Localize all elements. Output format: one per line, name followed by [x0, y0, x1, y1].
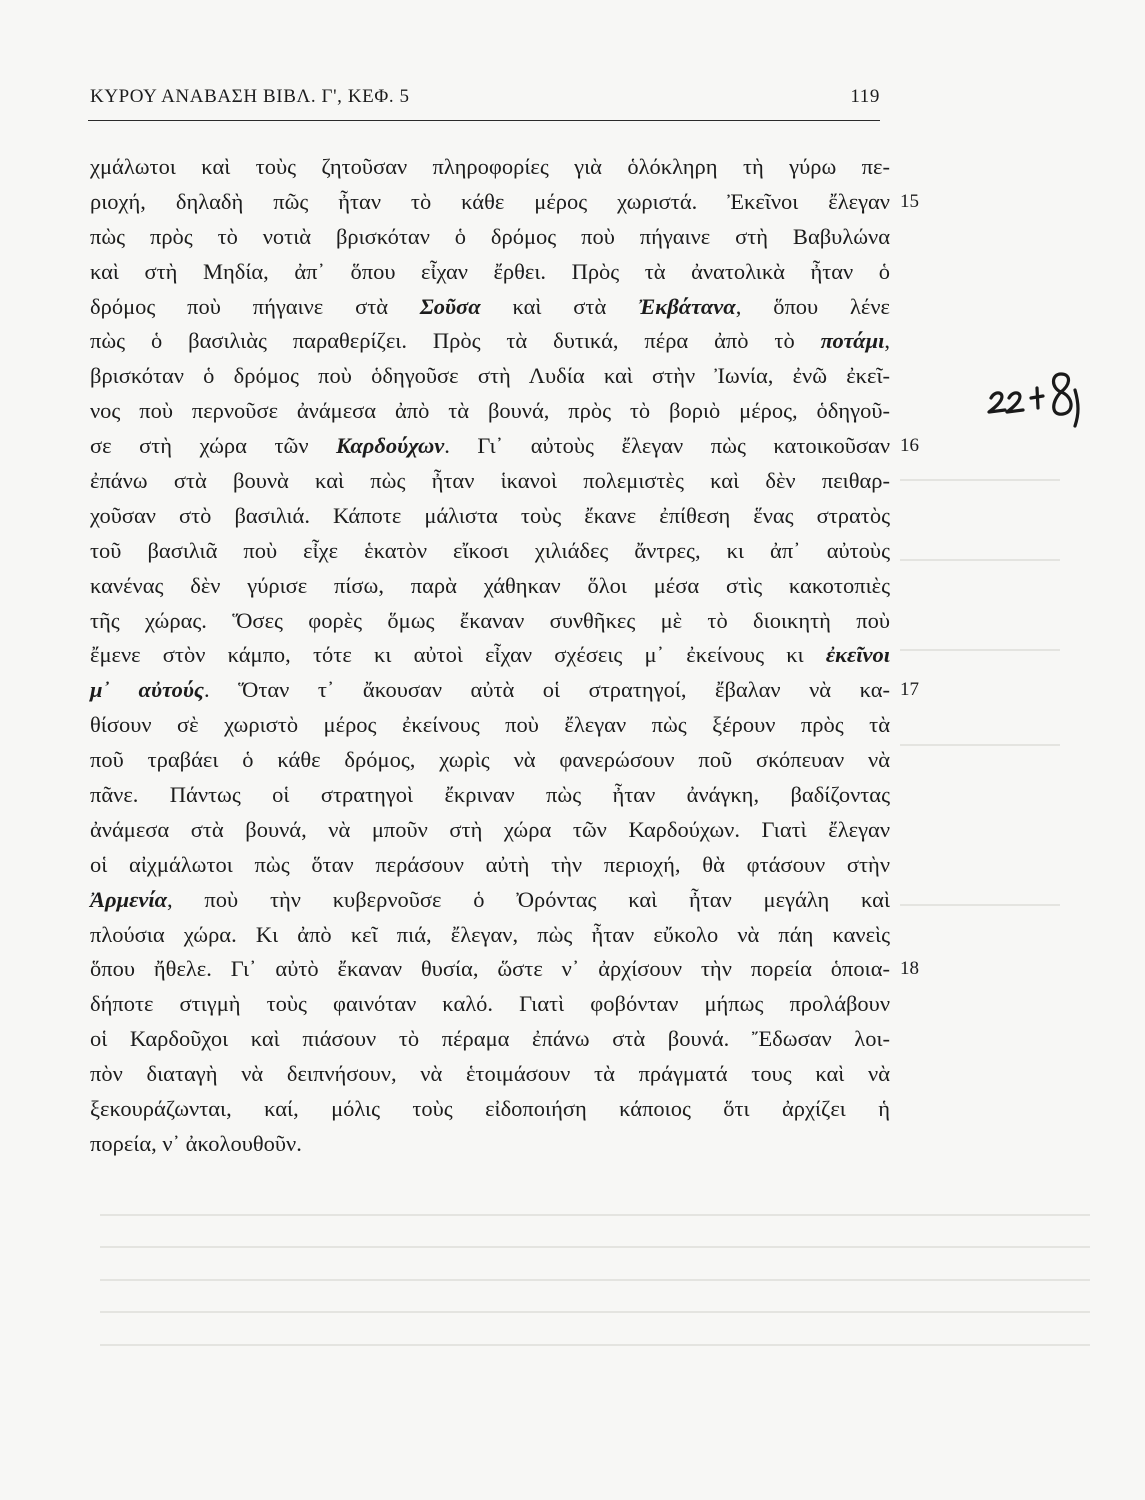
text-segment: τῆς χώρας. Ὅσες φορὲς ὅμως ἔκαναν συνθῆκες μὲ τὸ διοικητὴ ποὺ: [90, 607, 890, 633]
text-segment: δήποτε στιγμὴ τοὺς φαινόταν καλό. Γιατὶ φοβόνταν μήπως προλάβουν: [90, 991, 890, 1017]
text-segment: , ποὺ τὴν κυβερνοῦσε ὁ Ὀρόντας καὶ ἦταν μεγάλη καὶ: [167, 886, 890, 912]
emphasized-text: Ἐκβάτανα: [638, 293, 736, 319]
handwritten-margin-note: [985, 368, 1085, 438]
text-segment: πᾶνε. Πάντως οἱ στρατηγοὶ ἔκριναν πὼς ἦταν ἀνάγκη, βαδίζοντας: [90, 782, 890, 808]
text-segment: πὼς ὁ βασιλιὰς παραθερίζει. Πρὸς τὰ δυτικά, πέρα ἀπὸ τὸ: [90, 328, 821, 354]
text-line: [90, 952, 919, 987]
text-segment: πορεία, ν᾿ ἀκολουθοῦν.: [90, 1130, 302, 1156]
text-line: [90, 429, 919, 464]
text-line: [90, 673, 919, 708]
text-line: [90, 290, 890, 325]
emphasized-text: Ἀρμενία: [90, 886, 168, 912]
text-segment: χοῦσαν στὸ βασιλιά. Κάποτε μάλιστα τοὺς ἔκανε ἐπίθεση ἕνας στρατὸς: [90, 502, 890, 528]
section-number: 16: [900, 435, 919, 457]
page-number: 119: [850, 86, 880, 107]
emphasized-text: ποτάμι: [820, 328, 885, 354]
text-line: [90, 569, 890, 604]
text-segment: ἔμενε στὸν κάμπο, τότε κι αὐτοὶ εἶχαν σχέσεις μ᾿ ἐκείνους κι: [90, 642, 826, 668]
text-line: [90, 534, 890, 569]
text-line: [90, 324, 890, 359]
text-segment: ποῦ τραβάει ὁ κάθε δρόμος, χωρὶς νὰ φανερώσουν ποῦ σκόπευαν νὰ: [90, 747, 890, 773]
text-segment: , ὅπου λένε: [735, 293, 890, 319]
text-segment: ἀνάμεσα στὰ βουνά, νὰ μποῦν στὴ χώρα τῶν Καρδούχων. Γιατὶ ἔλεγαν: [90, 816, 890, 842]
header-rule: [88, 120, 880, 121]
text-line: [90, 1092, 890, 1127]
text-segment: δρόμος ποὺ πήγαινε στὰ: [90, 293, 420, 319]
emphasized-text: Καρδούχων: [336, 433, 445, 459]
section-number: 15: [900, 190, 919, 212]
text-line: [90, 220, 890, 255]
emphasized-text: μ᾿ αὐτούς: [90, 677, 204, 703]
text-line: [90, 638, 890, 673]
handwritten-note-drawing: [985, 368, 1085, 438]
text-segment: βρισκόταν ὁ δρόμος ποὺ ὁδηγοῦσε στὴ Λυδία καὶ στὴν Ἰωνία, ἐνῶ ἐκεῖ-: [90, 363, 890, 389]
text-segment: ὅπου ἤθελε. Γι᾿ αὐτὸ ἔκαναν θυσία, ὥστε ν᾿ ἀρχίσουν τὴν πορεία ὁποια-: [90, 956, 890, 982]
text-line: [90, 743, 890, 778]
text-segment: χμάλωτοι καὶ τοὺς ζητοῦσαν πληροφορίες γιὰ ὁλόκληρη τὴ γύρω πε-: [90, 154, 890, 179]
text-line: [90, 848, 890, 883]
text-line: [90, 918, 890, 953]
text-segment: νος ποὺ περνοῦσε ἀνάμεσα ἀπὸ τὰ βουνά, πρὸς τὸ βοριὸ μέρος, ὁδηγοῦ-: [90, 398, 890, 424]
text-line: [90, 987, 890, 1022]
text-line: [90, 883, 890, 918]
text-line: [90, 150, 890, 185]
text-segment: πλούσια χώρα. Κι ἀπὸ κεῖ πιά, ἔλεγαν, πὼς ἦταν εὔκολο νὰ πάη κανεὶς: [90, 921, 890, 947]
text-segment: . Γι᾿ αὐτοὺς ἔλεγαν πὼς κατοικοῦσαν: [444, 433, 890, 459]
section-number: 17: [900, 679, 919, 701]
text-line: [90, 778, 890, 813]
emphasized-text: ἐκεῖνοι: [825, 642, 890, 668]
text-segment: τοῦ βασιλιᾶ ποὺ εἶχε ἑκατὸν εἴκοσι χιλιάδες ἄντρες, κι ἀπ᾿ αὐτοὺς: [90, 537, 890, 563]
emphasized-text: Σοῦσα: [419, 293, 481, 319]
text-segment: οἱ αἰχμάλωτοι πὼς ὅταν περάσουν αὐτὴ τὴν περιοχή, θὰ φτάσουν στὴν: [90, 851, 890, 877]
text-segment: ,: [884, 328, 890, 354]
text-segment: ξεκουράζωνται, καί, μόλις τοὺς εἰδοποιήση κάποιος ὅτι ἀρχίζει ἡ: [90, 1096, 890, 1122]
text-segment: καὶ στὰ: [480, 293, 639, 319]
text-segment: ἐπάνω στὰ βουνὰ καὶ πὼς ἦταν ἱκανοὶ πολεμιστὲς καὶ δὲν πειθαρ-: [90, 468, 890, 494]
text-segment: κανένας δὲν γύρισε πίσω, παρὰ χάθηκαν ὅλοι μέσα στὶς κακοτοπιὲς: [90, 572, 890, 598]
text-segment: θίσουν σὲ χωριστὸ μέρος ἐκείνους ποὺ ἔλεγαν πὼς ξέρουν πρὸς τὰ: [90, 712, 890, 738]
text-line: [90, 1022, 890, 1057]
text-segment: καὶ στὴ Μηδία, ἀπ᾿ ὅπου εἶχαν ἔρθει. Πρὸς τὰ ἀνατολικὰ ἦταν ὁ: [90, 258, 890, 284]
text-segment: πὸν διαταγὴ νὰ δειπνήσουν, νὰ ἑτοιμάσουν τὰ πράγματά τους καὶ νὰ: [90, 1061, 890, 1087]
text-line: [90, 255, 890, 290]
text-segment: ριοχή, δηλαδὴ πῶς ἦταν τὸ κάθε μέρος χωριστά. Ἐκεῖνοι ἔλεγαν: [90, 188, 890, 214]
text-line: [90, 394, 890, 429]
text-line: [90, 604, 890, 639]
text-segment: πὼς πρὸς τὸ νοτιὰ βρισκόταν ὁ δρόμος ποὺ πήγαινε στὴ Βαβυλώνα: [90, 223, 890, 249]
running-head-title: ΚΥΡΟΥ ΑΝΑΒΑΣΗ ΒΙΒΛ. Γ', ΚΕΦ. 5: [90, 86, 410, 107]
text-line: [90, 1057, 890, 1092]
body-text: [90, 150, 919, 1162]
text-line: [90, 1127, 890, 1162]
text-line: [90, 464, 890, 499]
text-segment: σε στὴ χώρα τῶν: [90, 433, 337, 459]
text-line: [90, 813, 890, 848]
section-number: 18: [900, 958, 919, 980]
running-head: [90, 86, 880, 116]
text-line: [90, 708, 890, 743]
text-line: [90, 359, 890, 394]
text-line: [90, 185, 919, 220]
text-segment: . Ὅταν τ᾿ ἄκουσαν αὐτὰ οἱ στρατηγοί, ἔβαλαν νὰ κα-: [203, 677, 890, 703]
text-segment: οἱ Καρδοῦχοι καὶ πιάσουν τὸ πέραμα ἐπάνω στὰ βουνά. Ἔδωσαν λοι-: [90, 1026, 890, 1052]
text-line: [90, 499, 890, 534]
